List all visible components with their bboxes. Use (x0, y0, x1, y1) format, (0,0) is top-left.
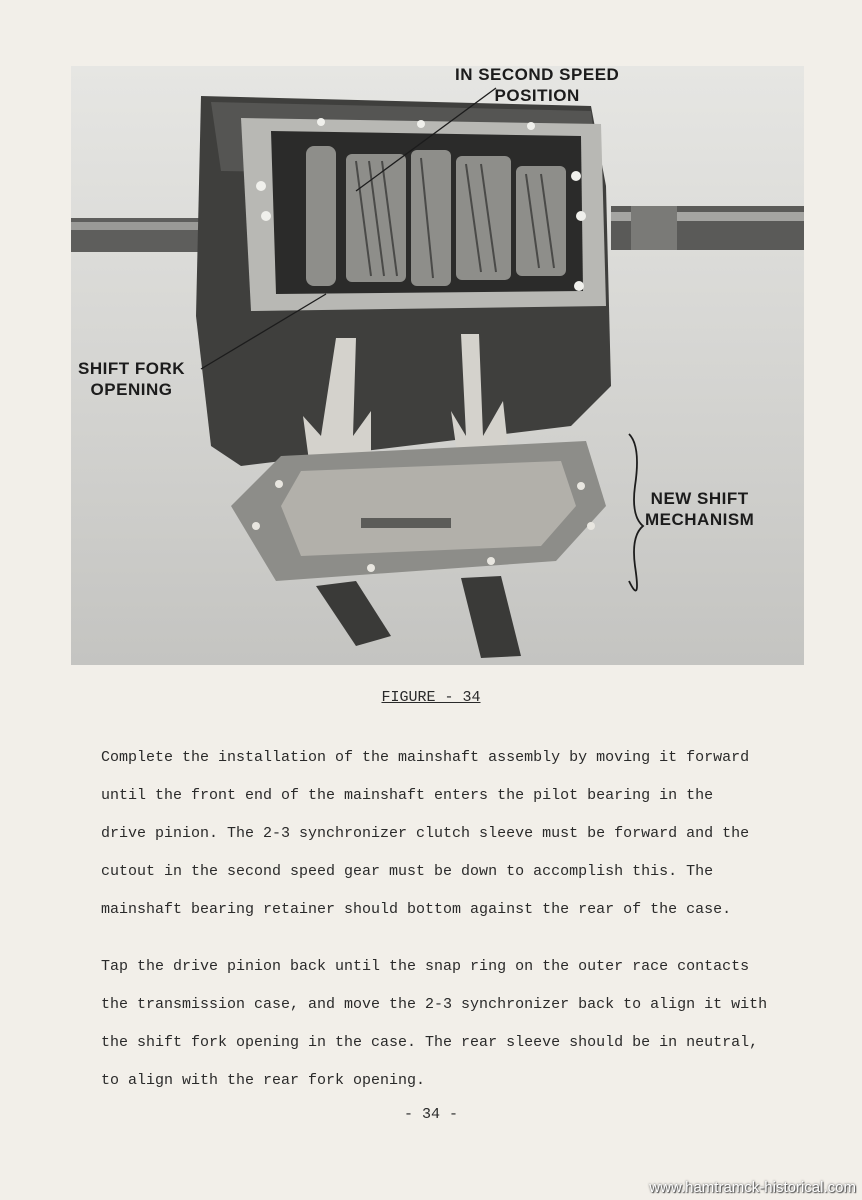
text-line: Complete the installation of the mainshaft assembly by moving it forward (101, 749, 750, 766)
text-line: Tap the drive pinion back until the snap ring on the outer race contacts (101, 958, 750, 975)
text-line: cutout in the second speed gear must be down to accomplish this. The (101, 863, 714, 880)
text-line: drive pinion. The 2-3 synchronizer clutch sleeve must be forward and the (101, 825, 750, 842)
page-number: - 34 - (403, 1106, 458, 1123)
callout-shift-fork-line1: SHIFT FORK (78, 359, 185, 378)
figure-caption (0, 689, 862, 706)
text-line: the shift fork opening in the case. The rear sleeve should be in neutral, (101, 1034, 759, 1051)
callout-second-speed-line2: POSITION (494, 86, 580, 105)
callout-new-shift-line1: NEW SHIFT (650, 489, 749, 508)
text-line: to align with the rear fork opening. (101, 1072, 426, 1089)
callout-shift-fork-line2: OPENING (90, 380, 173, 399)
callout-second-speed-line1: IN SECOND SPEED (455, 65, 620, 84)
callout-new-shift-line2: MECHANISM (645, 510, 755, 529)
paragraph-1 (101, 739, 801, 929)
figure-caption-text: FIGURE - 34 (381, 689, 481, 706)
watermark: www.hamtramck-historical.com (649, 1179, 856, 1196)
text-line: mainshaft bearing retainer should bottom against the rear of the case. (101, 901, 732, 918)
text-line: the transmission case, and move the 2-3 synchronizer back to align it with (101, 996, 768, 1013)
text-line: until the front end of the mainshaft enters the pilot bearing in the (101, 787, 714, 804)
paragraph-2 (101, 948, 801, 1100)
callout-new-shift-mechanism (645, 488, 754, 530)
callout-second-speed (455, 64, 619, 106)
callout-shift-fork-opening (78, 358, 185, 400)
